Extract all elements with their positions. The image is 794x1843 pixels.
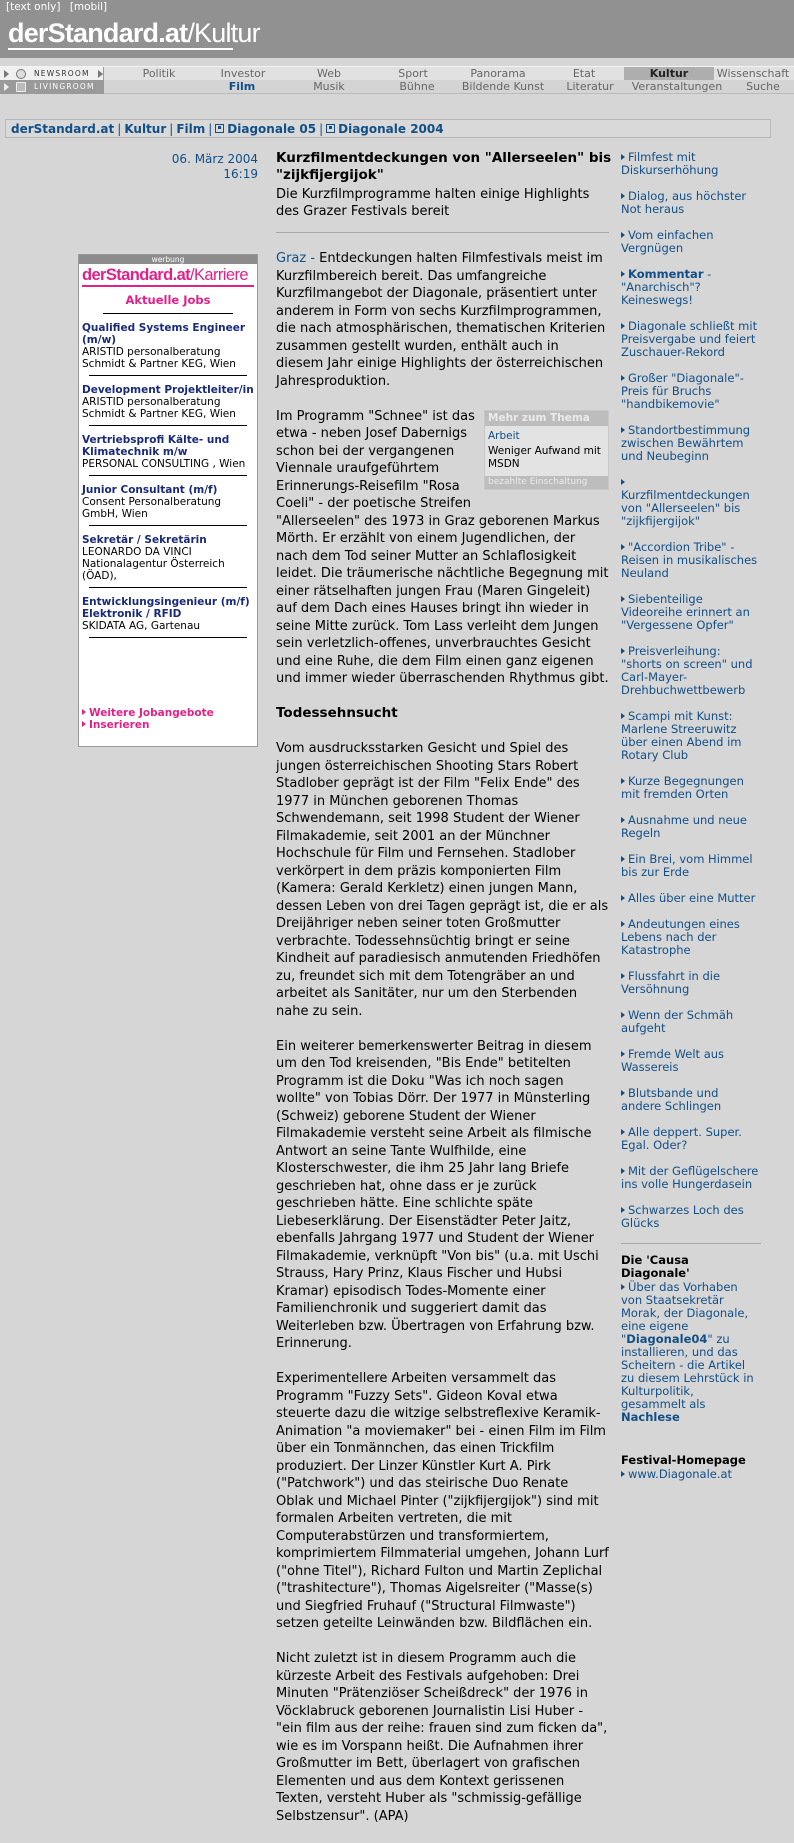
related-link[interactable] bbox=[621, 1009, 761, 1035]
job-item[interactable] bbox=[82, 534, 254, 582]
related-link[interactable] bbox=[621, 1048, 761, 1074]
nav-etat[interactable]: Etat bbox=[572, 67, 596, 80]
arrow-right-icon bbox=[621, 648, 625, 654]
related-link[interactable] bbox=[621, 541, 761, 580]
causa-diagonale04: Diagonale04 bbox=[626, 1332, 708, 1346]
breadcrumb-diagonale-05[interactable]: Diagonale 05 bbox=[227, 122, 317, 136]
related-link-label: Großer "Diagonale"-Preis für Bruchs "handbikemovie" bbox=[621, 371, 744, 411]
subnav-musik[interactable]: Musik bbox=[313, 80, 345, 93]
related-link-label: Standortbestimmung zwischen Bewährtem und Neubeginn bbox=[621, 423, 751, 463]
job-company: ARISTID personalberatung Schmidt & Partner KEG, Wien bbox=[82, 346, 236, 370]
top-links bbox=[6, 1, 113, 13]
article-subhead: Die Kurzfilmprogramme halten einige Highlights des Grazer Festivals bereit bbox=[276, 187, 590, 219]
divider bbox=[89, 425, 247, 426]
arrow-right-icon bbox=[621, 817, 625, 823]
subnav-suche[interactable]: Suche bbox=[746, 80, 780, 93]
secondary-nav bbox=[0, 80, 794, 94]
nav-politik[interactable]: Politik bbox=[142, 67, 176, 80]
related-link[interactable] bbox=[621, 853, 761, 879]
article-time: 16:19 bbox=[223, 167, 258, 181]
breadcrumb-diagonale-2004[interactable]: Diagonale 2004 bbox=[338, 122, 444, 136]
ad-label: werbung bbox=[79, 255, 257, 264]
related-link[interactable] bbox=[621, 970, 761, 996]
globe-icon bbox=[16, 69, 26, 79]
related-link[interactable] bbox=[621, 645, 761, 697]
arrow-right-icon bbox=[621, 973, 625, 979]
job-company: PERSONAL CONSULTING , Wien bbox=[82, 458, 246, 470]
post-job-link[interactable] bbox=[82, 719, 214, 731]
homepage-link-label: www.Diagonale.at bbox=[628, 1467, 733, 1481]
livingroom-label: LIVINGROOM bbox=[34, 82, 95, 91]
article-headline: Kurzfilmentdeckungen von "Allerseelen" bis "zijkfijergijok" bbox=[276, 150, 612, 183]
related-link[interactable] bbox=[621, 190, 761, 216]
arrow-icon bbox=[4, 70, 9, 78]
related-link-label: Fremde Welt aus Wassereis bbox=[621, 1047, 725, 1074]
related-link-label: Scampi mit Kunst: Marlene Streeruwitz über einen Abend im Rotary Club bbox=[621, 709, 742, 762]
arrow-right-icon bbox=[621, 1207, 625, 1213]
related-link-label: Preisverleihung: "shorts on screen" und Carl-Mayer-Drehbuchwettbewerb bbox=[621, 644, 753, 697]
related-link[interactable] bbox=[621, 372, 761, 411]
arrow-right-icon bbox=[621, 232, 625, 238]
job-item[interactable] bbox=[82, 434, 254, 470]
related-link-label: Mit der Geflügelschere ins volle Hungerdasein bbox=[621, 1164, 759, 1191]
arrow-right-icon bbox=[621, 1012, 625, 1018]
arrow-right-icon bbox=[621, 544, 625, 550]
causa-text-part: Über das Vorhaben von Staatsekretär Morak, der Diagonale, eine eigene " bbox=[621, 1280, 749, 1346]
karriere-logo-section: /Karriere bbox=[190, 266, 248, 284]
article-dateline bbox=[120, 152, 258, 182]
subnav-veranstaltungen[interactable]: Veranstaltungen bbox=[631, 80, 723, 93]
arrow-right-icon bbox=[621, 1471, 625, 1477]
karriere-logo-main: derStandard.at bbox=[82, 266, 191, 284]
related-link[interactable] bbox=[621, 1087, 761, 1113]
related-link-label: Blutsbande und andere Schlingen bbox=[621, 1086, 722, 1113]
expand-box-icon bbox=[326, 124, 335, 133]
kommentar-label: Kommentar bbox=[628, 267, 704, 281]
article-paragraph: Vom ausdrucksstarken Gesicht und Spiel des jungen österreichischen Shooting Stars Robert Stadlober geprägt ist der Film "Felix Ende" des 1977 in München geborenen Thomas Schwendemann, seit 1998 Student der Wiener Filmakademie, seit 2001 an der Münchner Hochschule für Film und Fernsehen. Stadlober verkörpert in dem präzis komponierten Film (Kamera: Gerald Kerkletz) einen jungen Mann, dessen Leben von drei Tagen geprägt ist, die er als Dreijähriger neben seiner toten Großmutter verbrachte. Todessehnsüchtig bringt er seine Kindheit auf paradiesisch anmutenden Friedhöfen zu, freundet sich mit dem Totengräber an und arbeitet als Sanitäter, nur um den Sterbenden nahe zu sein. bbox=[276, 741, 609, 1019]
causa-text[interactable] bbox=[621, 1281, 761, 1424]
related-link-label: "Accordion Tribe" - Reisen in musikalisches Neuland bbox=[621, 540, 758, 580]
divider bbox=[89, 587, 247, 588]
related-link-label: Kurzfilmentdeckungen von "Allerseelen" bis "zijkfijergijok" bbox=[621, 488, 750, 528]
arrow-right-icon bbox=[621, 479, 625, 485]
ad-links bbox=[82, 707, 214, 731]
subnav-bildende-kunst[interactable]: Bildende Kunst bbox=[461, 80, 545, 93]
related-link[interactable] bbox=[621, 1204, 761, 1230]
related-link[interactable] bbox=[621, 229, 761, 255]
homepage-heading: Festival-Homepage bbox=[621, 1453, 746, 1467]
related-link-kommentar[interactable] bbox=[621, 268, 761, 307]
arrow-icon bbox=[4, 83, 9, 91]
breadcrumb-film[interactable]: Film bbox=[176, 122, 206, 136]
related-link[interactable] bbox=[621, 424, 761, 463]
article-paragraph: Im Programm "Schnee" ist das etwa - neben Josef Dabernigs schon bei der vergangenen Viennale uraufgeführtem Erinnerungs-Reisefilm "Rosa Coeli" - der poetische Streifen "Allerseelen" des 1973 in Graz geborenen Markus Mörth. Er erzählt von einem Jugendlichen, der nach dem Tod seiner Mutter an Schlaflosigkeit leidet. Die träumerische nächtliche Begegnung mit einer rätselhaften jungen Frau (Maren Gingeleit) auf dem Dach eines Hauses bringt ihn wieder in seine Mitte zurück. Tom Lass verleiht dem Jungen sein verletzlich-offenes, unverbrauchtes Gesicht und eine Ruhe, die dem Film einen ganz eigenen und immer wieder überraschenden Rhythmus gibt. bbox=[276, 408, 609, 686]
section-heading: Todessehnsucht bbox=[276, 705, 398, 721]
job-title[interactable]: Junior Consultant (m/f) bbox=[82, 484, 218, 496]
related-link-label: Alle deppert. Super. Egal. Oder? bbox=[621, 1125, 742, 1152]
related-link-label: Ein Brei, vom Himmel bis zur Erde bbox=[621, 852, 753, 879]
divider bbox=[89, 525, 247, 526]
related-link-label: Schwarzes Loch des Glücks bbox=[621, 1203, 744, 1230]
arrow-right-icon bbox=[621, 1051, 625, 1057]
arrow-right-icon bbox=[621, 921, 625, 927]
site-logo[interactable] bbox=[8, 19, 260, 47]
karriere-logo[interactable] bbox=[79, 264, 257, 285]
article-body bbox=[276, 250, 609, 1843]
subnav-film[interactable]: Film bbox=[228, 80, 256, 93]
divider bbox=[89, 475, 247, 476]
divider bbox=[621, 1243, 761, 1244]
divider bbox=[89, 375, 247, 376]
arrow-right-icon bbox=[621, 193, 625, 199]
homepage-link[interactable] bbox=[621, 1468, 761, 1481]
nav-kultur[interactable]: Kultur bbox=[649, 67, 689, 80]
nav-panorama[interactable]: Panorama bbox=[470, 67, 526, 80]
arrow-right-icon bbox=[621, 1284, 625, 1290]
arrow-right-icon bbox=[621, 427, 625, 433]
causa-text-part: " zu installieren, und das Scheitern - die Artikel zu diesem Lehrstück in Kulturpolitik, gesammelt als bbox=[621, 1332, 754, 1411]
related-link[interactable] bbox=[621, 775, 761, 801]
related-link-label: Alles über eine Mutter bbox=[628, 891, 756, 905]
job-title[interactable]: Vertriebsprofi Kälte- und Klimatechnik m/w bbox=[82, 434, 230, 458]
dateline-location: Graz - bbox=[276, 251, 320, 266]
more-jobs-label: Weitere Jobangebote bbox=[89, 707, 214, 719]
article-paragraph: Experimentellere Arbeiten versammelt das Programm "Fuzzy Sets". Gideon Koval etwa steuerte dazu die witzige selbstreflexive Keramik-Animation "a moviemaker" bei - einen Film im Film über ein Tonmännchen, das einen Trickfilm produziert. Der Linzer Künstler Kurt A. Pirk ("Patchwork") und das steirische Duo Renate Oblak und Michael Pinter ("zijkfijergijok") sind mit formalen Arbeiten vertreten, die mit Computerabstürzen und transformiertem, komprimiertem Filmmaterial umgehen, Johann Lurf ("ohne Titel"), Richard Fulton und Martin Zeplichal ("trashitecture"), Thomas Aigelsreiter ("Masse(s) und Siegfried Fruhauf ("Structural Filmwaste") setzen geteilte Leinwänden bzw. Bildflächen ein. bbox=[276, 1371, 609, 1631]
job-company: SKIDATA AG, Gartenau bbox=[82, 620, 201, 632]
related-link[interactable] bbox=[621, 320, 761, 359]
related-link[interactable] bbox=[621, 710, 761, 762]
job-item[interactable] bbox=[82, 484, 254, 520]
article-paragraph: Ein weiterer bemerkenswerter Beitrag in diesem um den Tod kreisenden, "Bis Ende" betitelten Programm ist die Doku "Was ich noch sagen wollte" von Tobias Dörr. Der 1977 in Münsterling (Schweiz) geborene Student der Wiener Filmakademie versteht seine Arbeit als filmische Antwort an seine Tante Wulfhilde, eine Klosterschwester, die ihm 25 Jahr lang Briefe geschrieben hat, ohne dass er je zurück geschrieben hätte. Eine schlichte späte Liebeserklärung. Der Eisenstädter Peter Jaitz, ebenfalls Jahrgang 1977 und Student der Wiener Filmakademie, verknüpft "Von bis" (u.a. mit Uschi Strauss, Hary Prinz, Klaus Fischer und Hubsi Kramar) episodisch Todes-Momente einer Familienchronik und suggeriert damit das Weiterleben bzw. Übertragen von Erfahrung bzw. Erinnerung. bbox=[276, 1038, 599, 1351]
job-item[interactable] bbox=[82, 596, 254, 632]
arrow-right-icon bbox=[621, 154, 625, 160]
mobile-link[interactable]: [mobil] bbox=[69, 1, 108, 13]
breadcrumb-separator: | bbox=[169, 122, 174, 136]
newsroom-tag[interactable] bbox=[0, 67, 104, 81]
related-link-label: Kurze Begegnungen mit fremden Orten bbox=[621, 774, 744, 801]
arrow-right-icon bbox=[621, 778, 625, 784]
related-link-label: Ausnahme und neue Regeln bbox=[621, 813, 747, 840]
related-link-label: Flussfahrt in die Versöhnung bbox=[621, 969, 721, 996]
related-topic-text[interactable]: Weniger Aufwand mit MSDN bbox=[488, 444, 601, 470]
arrow-right-icon bbox=[621, 596, 625, 602]
more-jobs-link[interactable] bbox=[82, 707, 214, 719]
arrow-right-icon bbox=[621, 375, 625, 381]
related-link[interactable] bbox=[621, 151, 761, 177]
job-title[interactable]: Sekretär / Sekretärin bbox=[82, 534, 207, 546]
divider bbox=[89, 637, 247, 638]
job-title[interactable]: Qualified Systems Engineer (m/w) bbox=[82, 322, 246, 346]
expand-box-icon bbox=[215, 124, 224, 133]
karriere-logo-underline bbox=[82, 285, 254, 287]
related-link[interactable] bbox=[621, 1165, 761, 1191]
article-paragraph: Nicht zuletzt ist in diesem Programm auch die kürzeste Arbeit des Festivals aufgehoben: Drei Minuten "Prätenziöser Scheißdreck" der 1976 in Vöcklabruck geborenen Journalistin Lisi Huber - "ein film aus der reihe: frauen sind zum ficken da", wie es im Vorspann heißt. Die Aufnahmen ihrer Großmutter im Bett, überlagert von grafischen Elementen und aus dem Kontext gerissenen Texten, versteht Huber als "schmissig-gefällige Selbstzensur". (APA) bbox=[276, 1651, 608, 1824]
related-link-label: Wenn der Schmäh aufgeht bbox=[621, 1008, 734, 1035]
subnav-literatur[interactable]: Literatur bbox=[566, 80, 614, 93]
related-link[interactable] bbox=[621, 1126, 761, 1152]
related-link[interactable] bbox=[621, 593, 761, 632]
causa-heading: Die 'Causa Diagonale' bbox=[621, 1253, 690, 1280]
sponsored-label: bezahlte Einschaltung bbox=[485, 476, 608, 489]
nav-sport[interactable]: Sport bbox=[398, 67, 428, 80]
divider bbox=[103, 313, 233, 314]
kommentar-title: - "Anarchisch"? Keineswegs! bbox=[621, 267, 712, 307]
arrow-right-icon bbox=[621, 895, 625, 901]
job-company: LEONARDO DA VINCI Nationalagentur Österreich (ÖAD), bbox=[82, 546, 225, 582]
arrow-right-icon bbox=[621, 713, 625, 719]
arrow-right-icon bbox=[621, 323, 625, 329]
causa-nachlese-link[interactable]: Nachlese bbox=[621, 1410, 680, 1424]
breadcrumb-separator: | bbox=[208, 122, 213, 136]
breadcrumb-derstandard[interactable]: derStandard.at bbox=[11, 122, 115, 136]
related-topic-category[interactable]: Arbeit bbox=[488, 429, 520, 442]
job-ad bbox=[78, 254, 258, 747]
subnav-buehne[interactable]: Bühne bbox=[399, 80, 435, 93]
chair-icon bbox=[16, 82, 26, 92]
divider bbox=[276, 232, 609, 233]
logo-section: /Kultur bbox=[187, 18, 260, 48]
article-paragraph bbox=[276, 250, 609, 390]
arrow-right-icon bbox=[621, 1129, 625, 1135]
job-company: Consent Personalberatung GmbH, Wien bbox=[82, 496, 222, 520]
arrow-icon bbox=[98, 70, 103, 78]
text-only-link[interactable]: [text only] bbox=[6, 1, 61, 13]
related-articles bbox=[621, 151, 761, 1511]
related-link-label: Vom einfachen Vergnügen bbox=[621, 228, 714, 255]
job-company: ARISTID personalberatung Schmidt & Partner KEG, Wien bbox=[82, 396, 236, 420]
article-date: 06. März 2004 bbox=[171, 152, 258, 166]
job-item[interactable] bbox=[82, 384, 254, 420]
related-link[interactable] bbox=[621, 918, 761, 957]
ad-jobs-title: Aktuelle Jobs bbox=[125, 293, 211, 307]
post-job-label: Inserieren bbox=[89, 719, 150, 731]
job-item[interactable] bbox=[82, 322, 254, 370]
related-link-label: Dialog, aus höchster Not heraus bbox=[621, 189, 747, 216]
related-link-label: Siebenteilige Videoreihe erinnert an "Vergessene Opfer" bbox=[621, 592, 750, 632]
newsroom-label: NEWSROOM bbox=[34, 69, 90, 78]
nav-web[interactable]: Web bbox=[317, 67, 341, 80]
arrow-right-icon bbox=[82, 721, 86, 727]
arrow-right-icon bbox=[621, 856, 625, 862]
nav-wissenschaft[interactable]: Wissenschaft bbox=[716, 67, 790, 80]
masthead bbox=[0, 0, 794, 58]
job-title[interactable]: Entwicklungsingenieur (m/f) Elektronik / RFID bbox=[82, 596, 250, 620]
arrow-right-icon bbox=[82, 709, 86, 715]
related-link-label: Andeutungen eines Lebens nach der Katastrophe bbox=[621, 917, 740, 957]
breadcrumb-kultur[interactable]: Kultur bbox=[124, 122, 167, 136]
paragraph-text: Entdeckungen halten Filmfestivals meist im Kurzfilmbereich bereit. Das umfangreiche Kurzfilmangebot der Diagonale, präsentiert unter anderem in Form von sechs Kurzfilmprogrammen, die nach atmosphärischen, thematischen Kriterien zusammen gestellt wurden, enthält auch in diesem Jahr einige Highlights der österreichischen Jahresproduktion. bbox=[276, 251, 606, 389]
logo-underline bbox=[8, 48, 233, 50]
primary-nav bbox=[0, 66, 794, 80]
breadcrumb bbox=[5, 119, 771, 138]
livingroom-tag[interactable] bbox=[0, 80, 104, 94]
related-link-label: Diagonale schließt mit Preisvergabe und feiert Zuschauer-Rekord bbox=[621, 319, 758, 359]
related-link-current[interactable] bbox=[621, 476, 761, 528]
breadcrumb-separator: | bbox=[117, 122, 122, 136]
logo-main: derStandard.at bbox=[8, 18, 188, 48]
related-topic-title: Mehr zum Thema bbox=[485, 411, 608, 426]
related-link[interactable] bbox=[621, 892, 761, 905]
related-topic-box bbox=[484, 410, 609, 490]
breadcrumb-separator: | bbox=[319, 122, 324, 136]
arrow-right-icon bbox=[621, 271, 625, 277]
arrow-right-icon bbox=[621, 1090, 625, 1096]
nav-investor[interactable]: Investor bbox=[220, 67, 266, 80]
arrow-right-icon bbox=[621, 1168, 625, 1174]
related-link-label: Filmfest mit Diskurserhöhung bbox=[621, 150, 719, 177]
job-title[interactable]: Development Projektleiter/in bbox=[82, 384, 254, 396]
related-link[interactable] bbox=[621, 814, 761, 840]
